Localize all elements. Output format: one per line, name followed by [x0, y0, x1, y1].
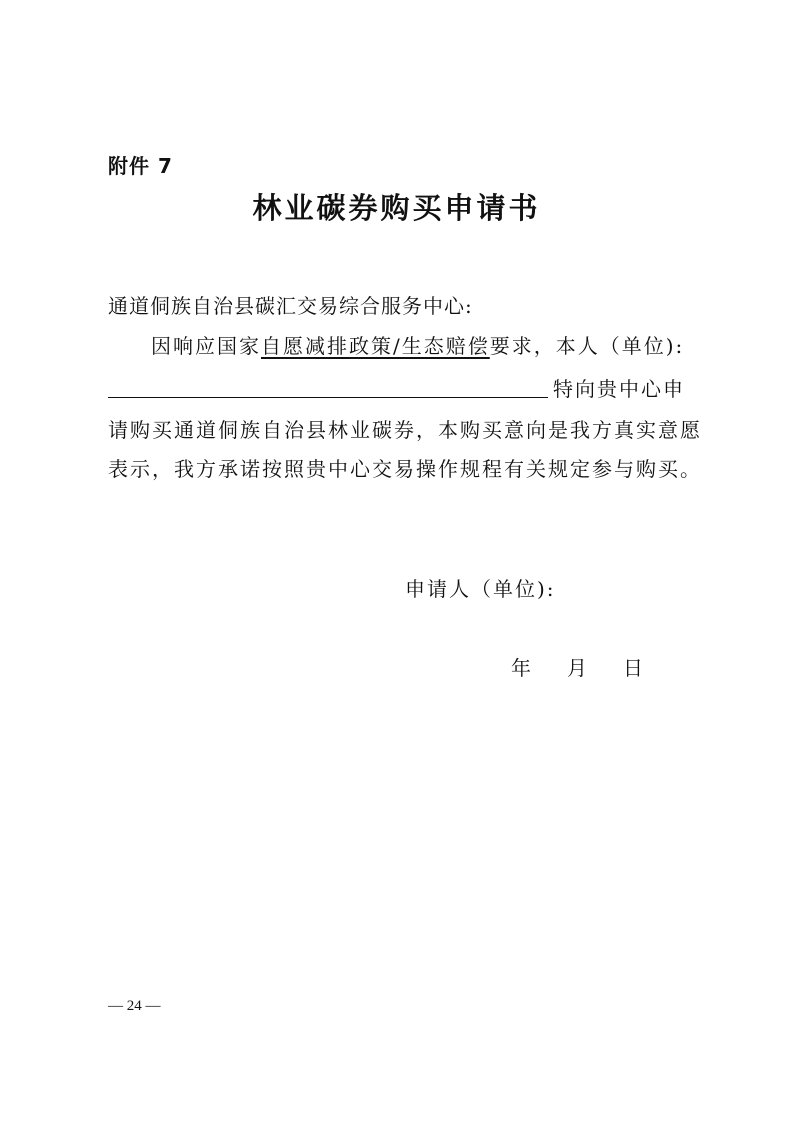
recipient-line: 通道侗族自治县碳汇交易综合服务中心:: [108, 294, 473, 318]
paragraph-1: [151, 330, 684, 359]
applicant-signature-label: 申请人（单位):: [405, 577, 556, 601]
page-number: — 24 —: [108, 998, 161, 1014]
paragraph-1-prefix: 因响应国家: [151, 334, 261, 358]
applicant-name-blank-line: [108, 397, 548, 398]
date-year-label: 年: [511, 656, 533, 680]
date-day-label: 日: [623, 656, 645, 680]
date-row: [511, 652, 645, 681]
document-title: 林业碳券购买申请书: [252, 191, 541, 225]
paragraph-1-suffix: 要求，本人（单位):: [489, 334, 685, 358]
policy-option-text: 自愿减排政策/生态赔偿: [261, 334, 490, 358]
attachment-label: 附件 7: [108, 154, 173, 178]
date-month-label: 月: [567, 656, 589, 680]
paragraph-2-line-a: 特向贵中心申: [553, 377, 685, 401]
paragraph-2-line-b: 请购买通道侗族自治县林业碳券，本购买意向是我方真实意愿: [108, 418, 702, 442]
paragraph-2-line-c: 表示，我方承诺按照贵中心交易操作规程有关规定参与购买。: [108, 457, 702, 481]
